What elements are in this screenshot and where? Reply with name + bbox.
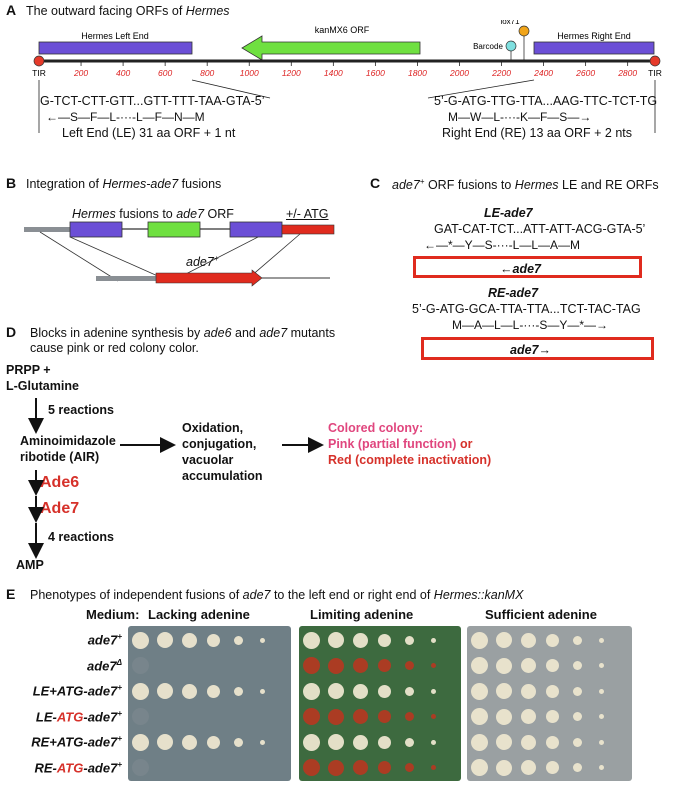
colony-spot (471, 683, 488, 700)
left-arrow-icon: ← (46, 110, 58, 124)
strain-label: RE+ATG-ade7+ (31, 734, 122, 750)
re-box-arrow-icon: → (538, 343, 551, 357)
panel-e-title: Phenotypes of independent fusions of ade7 to the left end or right end of Hermes::kanMX (30, 588, 524, 602)
scale-tick-label: 2200 (492, 68, 511, 78)
kanmx6-arrow (242, 36, 420, 60)
tir-left-label: TIR (32, 68, 46, 78)
colony-spot (353, 709, 368, 724)
colony-spot (431, 663, 436, 668)
colony-spot (573, 738, 582, 747)
left-end-aa: ←—S—F—L-···-L—F—N—M (46, 110, 205, 124)
panel-c-letter: C (370, 175, 381, 191)
re-ade7-box: ade7→ (421, 337, 654, 360)
scale-tick-label: 2600 (576, 68, 596, 78)
d-amp: AMP (16, 558, 44, 572)
colony-spot (405, 636, 414, 645)
colony-spot (573, 687, 582, 696)
colony-spot (496, 709, 512, 725)
medium-label: Medium: (86, 607, 140, 622)
colony-spot (405, 661, 414, 670)
lox71-label: lox71 (500, 20, 520, 26)
scale-tick-label: 1400 (323, 68, 343, 78)
colony-spot (132, 708, 149, 725)
panel-b-letter: B (6, 175, 17, 191)
scale-ticks (73, 61, 637, 78)
panel-b-title: Integration of Hermes-ade7 fusions (26, 177, 222, 191)
colony-spot (599, 740, 604, 745)
colony-spot (132, 759, 149, 776)
d-five-reactions: 5 reactions (48, 403, 115, 417)
colony-spot (328, 709, 344, 725)
scale-tick-label: 2000 (450, 68, 469, 78)
colony-spot (496, 658, 512, 674)
b-red-segment (282, 225, 334, 234)
colony-spot (328, 683, 344, 699)
d-oxidation: Oxidation, conjugation, vacuolar accumulation (182, 421, 263, 483)
colony-spot (328, 760, 344, 776)
colony-spot (405, 763, 414, 772)
right-end-bar (534, 42, 654, 54)
right-end-label: Hermes Right End (557, 31, 631, 41)
barcode-marker (506, 41, 516, 51)
strain-label: ade7+ (87, 632, 122, 648)
colony-spot (353, 760, 368, 775)
colony-spot (303, 657, 320, 674)
plate-limiting-adenine (299, 626, 461, 781)
scale-tick-label: 1800 (407, 68, 427, 78)
colony-spot (521, 735, 536, 750)
plate-lacking-adenine (128, 626, 291, 781)
colony-spot (573, 712, 582, 721)
d-ade7: Ade7 (40, 500, 80, 517)
le-ade7-title: LE-ade7 (484, 206, 533, 220)
colony-spot (260, 638, 265, 643)
colony-spot (431, 689, 436, 694)
right-end-seq: 5’-G-ATG-TTG-TTA...AAG-TTC-TCT-TG (434, 94, 658, 108)
lox71-marker (519, 26, 529, 36)
panel-b-fusion-label: Hermes fusions to ade7 ORF (72, 207, 234, 221)
le-left-arrow-icon: ← (424, 238, 436, 252)
colony-spot (378, 659, 391, 672)
left-end-seq: G-TCT-CTT-GTT...GTT-TTT-TAA-GTA-5’ (40, 94, 265, 108)
right-end-caption: Right End (RE) 13 aa ORF + 2 nts (442, 126, 633, 140)
panel-a-letter: A (6, 2, 17, 18)
b-kan-box (148, 222, 200, 237)
colony-spot (378, 634, 391, 647)
colony-spot (303, 759, 320, 776)
strain-label: RE-ATG-ade7+ (34, 759, 122, 775)
re-ade7-seq: 5’-G-ATG-GCA-TTA-TTA...TCT-TAC-TAG (412, 302, 641, 316)
colony-spot (378, 685, 391, 698)
scale-tick-label: 800 (200, 68, 215, 78)
colony-spot (496, 683, 512, 699)
colony-spot (207, 685, 220, 698)
colony-spot (599, 714, 604, 719)
re-ade7-aa: M—A—L—L-···-S—Y—*—→ (452, 318, 609, 332)
d-ade6: Ade6 (40, 474, 80, 491)
pathway-arrows (0, 395, 340, 565)
d-four-reactions: 4 reactions (48, 530, 115, 544)
integration-diagram (0, 220, 345, 295)
d-prpp: PRPP + (6, 363, 51, 377)
colony-spot (521, 633, 536, 648)
colony-spot (378, 736, 391, 749)
colony-spot (573, 763, 582, 772)
d-air-1: Aminoimidazole (20, 434, 116, 448)
strain-label: $ade7^\Delta$ (86, 657, 122, 673)
re-right-arrow-icon: → (596, 318, 609, 332)
medium-lacking: Lacking adenine (148, 607, 250, 622)
scale-tick-label: 600 (158, 68, 173, 78)
colony-spot (303, 632, 320, 649)
colony-spot (546, 685, 559, 698)
colony-spot (234, 738, 243, 747)
colony-spot (303, 708, 320, 725)
scale-tick-label: 1600 (365, 68, 385, 78)
colony-spot (378, 710, 391, 723)
strain-label: LE-ATG-ade7+ (35, 708, 122, 724)
plate-sufficient-adenine (467, 626, 632, 781)
right-end-aa: M—W—L-···-K—F—S—→ (448, 110, 592, 124)
colony-spot (405, 687, 414, 696)
colony-spot (521, 684, 536, 699)
colony-spot (521, 658, 536, 673)
colony-spot (546, 659, 559, 672)
tir-right-label: TIR (648, 68, 662, 78)
colony-spot (207, 634, 220, 647)
colony-spot (521, 709, 536, 724)
colony-spot (353, 684, 368, 699)
medium-limiting: Limiting adenine (310, 607, 414, 622)
colony-spot (303, 734, 320, 751)
colony-spot (471, 759, 488, 776)
le-box-arrow-icon: ← (500, 262, 513, 276)
strain-label: LE+ATG-ade7+ (32, 683, 122, 699)
colony-spot (157, 734, 173, 750)
scale-tick-label: 1000 (239, 68, 259, 78)
colony-spot (546, 634, 559, 647)
le-ade7-box: ←ade7 (413, 256, 642, 278)
colony-spot (471, 708, 488, 725)
scale-tick-label: 2800 (618, 68, 638, 78)
colony-spot (599, 638, 604, 643)
colony-spot (132, 657, 149, 674)
le-ade7-aa: ←—*—Y—S-···-L—L—A—M (424, 238, 581, 252)
colony-spot (546, 761, 559, 774)
colony-spot (353, 633, 368, 648)
panel-e-letter: E (6, 586, 16, 602)
colony-spot (207, 736, 220, 749)
colony-spot (496, 734, 512, 750)
colony-spot (431, 714, 436, 719)
d-air-2: ribotide (AIR) (20, 450, 100, 464)
colony-spot (431, 740, 436, 745)
le-ade7-seq: GAT-CAT-TCT...ATT-ATT-ACG-GTA-5’ (434, 222, 646, 236)
panel-a-title: The outward facing ORFs of Hermes (26, 4, 230, 18)
colony-spot (496, 632, 512, 648)
colony-spot (573, 636, 582, 645)
d-glutamine: L-Glutamine (6, 379, 79, 393)
colony-spot (378, 761, 391, 774)
colony-spot (182, 735, 197, 750)
colony-spot (471, 734, 488, 751)
colony-spot (328, 632, 344, 648)
b-left-end-box (70, 222, 122, 237)
colony-spot (431, 765, 436, 770)
colony-spot (234, 687, 243, 696)
scale-tick-label: 1200 (281, 68, 301, 78)
colony-spot (353, 658, 368, 673)
colony-spot (599, 689, 604, 694)
colony-spot (599, 765, 604, 770)
colony-spot (573, 661, 582, 670)
kanmx6-label: kanMX6 ORF (314, 25, 370, 35)
colony-spot (260, 740, 265, 745)
left-end-caption: Left End (LE) 31 aa ORF + 1 nt (62, 126, 236, 140)
panel-b-atg-label: +/- ATG (286, 207, 329, 221)
tir-right-marker (650, 56, 660, 66)
colony-spot (599, 663, 604, 668)
colony-spot (353, 735, 368, 750)
barcode-label: Barcode (473, 42, 503, 51)
colony-spot (471, 657, 488, 674)
colony-spot (521, 760, 536, 775)
colony-spot (157, 632, 173, 648)
right-arrow-icon: → (579, 110, 592, 124)
scale-tick-label: 200 (73, 68, 89, 78)
colony-spot (546, 710, 559, 723)
colony-spot (405, 738, 414, 747)
colony-spot (431, 638, 436, 643)
colony-spot (405, 712, 414, 721)
tir-left-marker (34, 56, 44, 66)
colony-spot (546, 736, 559, 749)
colony-spot (328, 658, 344, 674)
colony-spot (260, 689, 265, 694)
colony-spot (234, 636, 243, 645)
b-right-end-box (230, 222, 282, 237)
colony-spot (132, 632, 149, 649)
colony-spot (496, 760, 512, 776)
scale-tick-label: 400 (116, 68, 131, 78)
re-ade7-title: RE-ade7 (488, 286, 539, 300)
colony-spot (182, 633, 197, 648)
panel-d-letter: D (6, 324, 17, 340)
panel-c-title: ade7+ ORF fusions to Hermes LE and RE ORFs (392, 177, 659, 193)
left-end-label: Hermes Left End (81, 31, 149, 41)
medium-sufficient: Sufficient adenine (485, 607, 597, 622)
b-ade7-arrow (156, 270, 262, 286)
colony-spot (182, 684, 197, 699)
colony-spot (157, 683, 173, 699)
scale-tick-label: 2400 (534, 68, 554, 78)
d-colored-colony: Colored colony: Pink (partial function) or Red (complete inactivation) (328, 421, 492, 467)
panel-b-ade7-label: ade7+ (186, 254, 219, 270)
colony-spot (328, 734, 344, 750)
panel-d-title: Blocks in adenine synthesis by ade6 and ade7 mutants cause pink or red colony color. (30, 326, 336, 355)
left-end-bar (39, 42, 192, 54)
colony-spot (132, 683, 149, 700)
colony-spot (471, 632, 488, 649)
colony-spot (132, 734, 149, 751)
colony-spot (303, 683, 320, 700)
